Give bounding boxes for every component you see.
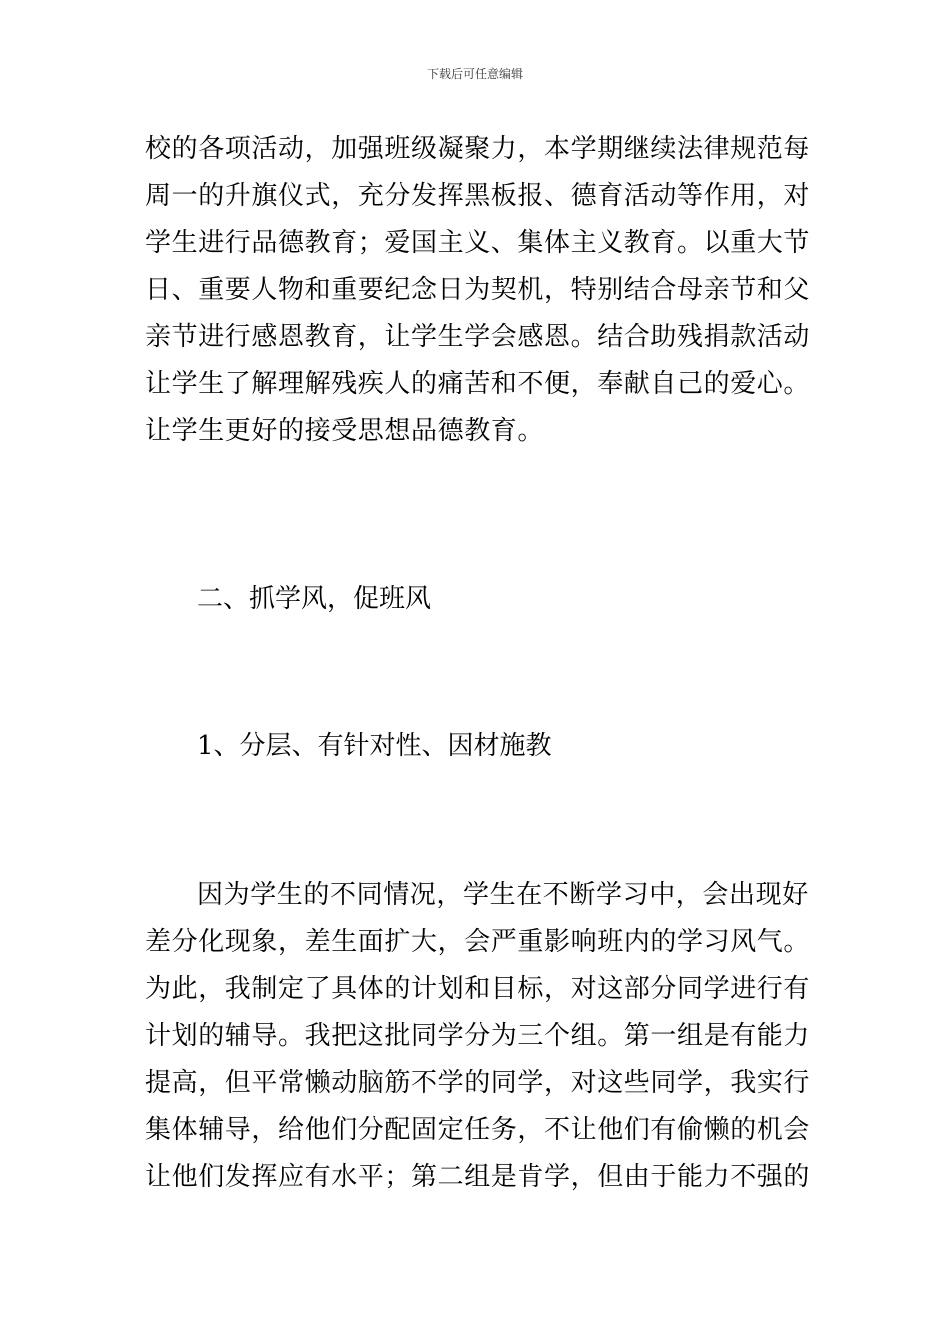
text-line: 学生进行品德教育；爱国主义、集体主义教育。以重大节 [145, 228, 811, 258]
text-line: 为此，我制定了具体的计划和目标，对这部分同学进行有 [145, 974, 811, 1004]
text-line: 校的各项活动，加强班级凝聚力，本学期继续法律规范每 [145, 134, 811, 164]
text-line: 计划的辅导。我把这批同学分为三个组。第一组是有能力 [145, 1021, 811, 1051]
text-line: 周一的升旗仪式，充分发挥黑板报、德育活动等作用，对 [145, 181, 811, 211]
text-line: 让学生更好的接受思想品德教育。 [145, 416, 545, 446]
text-line: 亲节进行感恩教育，让学生学会感恩。结合助残捐款活动 [145, 322, 811, 352]
text-line: 提高，但平常懒动脑筋不学的同学，对这些同学，我实行 [145, 1068, 811, 1098]
text-line: 差分化现象，差生面扩大，会严重影响班内的学习风气。 [145, 927, 811, 957]
text-line: 集体辅导，给他们分配固定任务，不让他们有偷懒的机会 [145, 1115, 811, 1145]
subsection-heading: 1、分层、有针对性、因材施教 [197, 731, 552, 761]
text-line: 日、重要人物和重要纪念日为契机，特别结合母亲节和父 [145, 275, 811, 305]
text-line: 因为学生的不同情况，学生在不断学习中，会出现好 [197, 880, 809, 910]
paragraph-moral-education [145, 126, 811, 455]
page-header: 下载后可任意编辑 [426, 67, 523, 81]
paragraph-tiered-teaching [145, 872, 811, 1201]
text-line: 让学生了解理解残疾人的痛苦和不便，奉献自己的爱心。 [145, 369, 811, 399]
text-line: 让他们发挥应有水平；第二组是肯学，但由于能力不强的 [145, 1162, 811, 1192]
section-heading: 二、抓学风，促班风 [197, 584, 432, 614]
